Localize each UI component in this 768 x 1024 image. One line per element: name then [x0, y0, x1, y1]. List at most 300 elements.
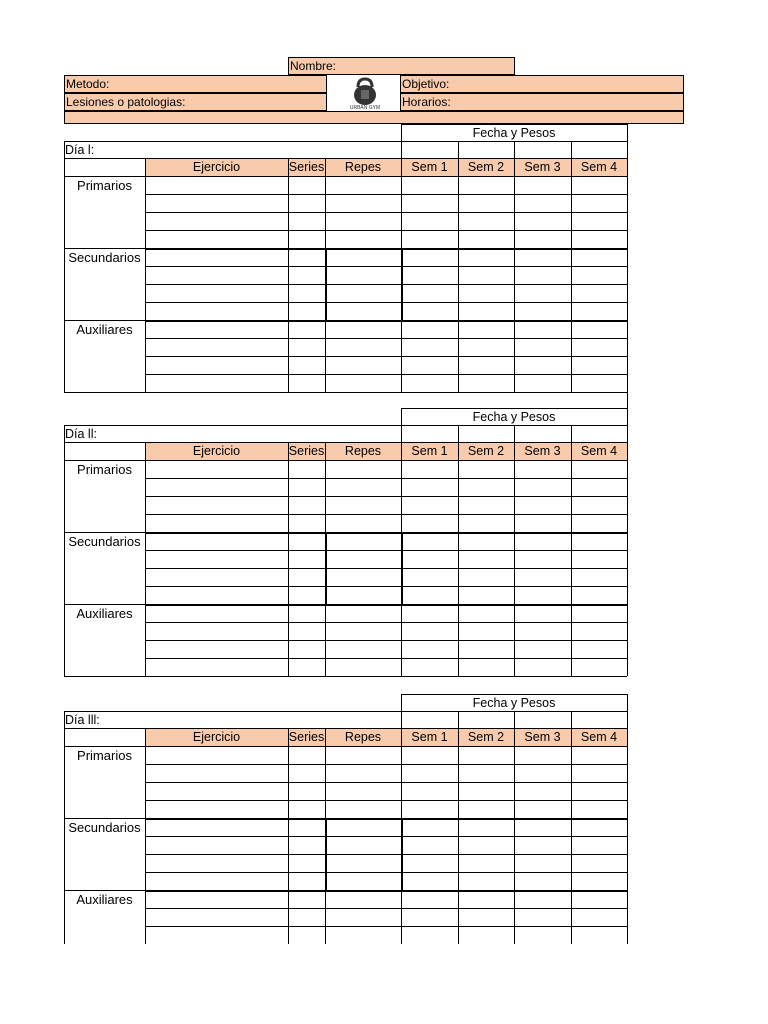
exercise-cell[interactable] — [325, 872, 401, 890]
exercise-cell[interactable] — [514, 622, 571, 640]
exercise-cell[interactable] — [145, 496, 288, 514]
exercise-cell[interactable] — [145, 284, 288, 302]
exercise-cell[interactable] — [571, 230, 627, 248]
exercise-cell[interactable] — [401, 926, 458, 944]
exercise-cell[interactable] — [401, 356, 458, 374]
lesiones-cell[interactable] — [64, 93, 327, 111]
row-border — [145, 764, 627, 765]
exercise-cell[interactable] — [514, 872, 571, 890]
exercise-cell[interactable] — [514, 496, 571, 514]
exercise-cell[interactable] — [145, 356, 288, 374]
exercise-cell[interactable] — [514, 514, 571, 532]
exercise-cell[interactable] — [401, 908, 458, 926]
exercise-cell[interactable] — [401, 338, 458, 356]
exercise-cell[interactable] — [458, 926, 514, 944]
day-row-border — [64, 711, 627, 712]
exercise-cell[interactable] — [514, 478, 571, 496]
exercise-cell[interactable] — [571, 604, 627, 622]
exercise-cell[interactable] — [401, 604, 458, 622]
exercise-cell[interactable] — [514, 568, 571, 586]
exercise-cell[interactable] — [401, 568, 458, 586]
exercise-cell[interactable] — [325, 194, 401, 212]
row-border — [145, 356, 627, 357]
exercise-cell[interactable] — [458, 356, 514, 374]
exercise-cell[interactable] — [288, 872, 325, 890]
exercise-cell[interactable] — [401, 212, 458, 230]
exercise-cell[interactable] — [288, 854, 325, 872]
exercise-cell[interactable] — [325, 320, 401, 338]
exercise-cell[interactable] — [145, 890, 288, 908]
exercise-cell[interactable] — [458, 194, 514, 212]
exercise-cell[interactable] — [325, 266, 401, 284]
exercise-cell[interactable] — [145, 764, 288, 782]
exercise-cell[interactable] — [458, 230, 514, 248]
exercise-cell[interactable] — [288, 532, 325, 550]
exercise-cell[interactable] — [458, 460, 514, 478]
exercise-cell[interactable] — [458, 782, 514, 800]
exercise-cell[interactable] — [401, 460, 458, 478]
exercise-cell[interactable] — [514, 320, 571, 338]
nombre-cell[interactable] — [288, 57, 515, 75]
row-border — [145, 496, 627, 497]
exercise-cell[interactable] — [288, 176, 325, 194]
sem-column-border — [514, 425, 515, 442]
table-right-border — [627, 711, 628, 944]
exercise-cell[interactable] — [288, 212, 325, 230]
exercise-cell[interactable] — [145, 212, 288, 230]
column-header-sem-4: Sem 4 — [580, 730, 618, 744]
exercise-cell[interactable] — [458, 550, 514, 568]
exercise-cell[interactable] — [145, 926, 288, 944]
exercise-cell[interactable] — [571, 854, 627, 872]
fecha-pesos-label: Fecha y Pesos — [472, 409, 556, 424]
exercise-cell[interactable] — [401, 320, 458, 338]
exercise-cell[interactable] — [288, 230, 325, 248]
secundarios-thick-border — [145, 818, 627, 820]
row-border — [64, 676, 627, 677]
exercise-cell[interactable] — [325, 782, 401, 800]
secundarios-thick-border — [145, 890, 627, 892]
exercise-cell[interactable] — [401, 514, 458, 532]
exercise-cell[interactable] — [571, 550, 627, 568]
row-border — [145, 658, 627, 659]
exercise-cell[interactable] — [571, 908, 627, 926]
exercise-cell[interactable] — [145, 248, 288, 266]
secundarios-thick-border — [325, 248, 327, 320]
row-border — [145, 586, 627, 587]
exercise-cell[interactable] — [288, 926, 325, 944]
exercise-cell[interactable] — [458, 478, 514, 496]
exercise-cell[interactable] — [514, 926, 571, 944]
exercise-cell[interactable] — [325, 284, 401, 302]
exercise-cell[interactable] — [145, 586, 288, 604]
exercise-cell[interactable] — [458, 622, 514, 640]
header-row-border — [145, 176, 627, 177]
exercise-cell[interactable] — [325, 302, 401, 320]
header-row-border — [145, 746, 627, 747]
exercise-cell[interactable] — [288, 746, 325, 764]
exercise-cell[interactable] — [514, 764, 571, 782]
exercise-cell[interactable] — [571, 622, 627, 640]
exercise-cell[interactable] — [514, 818, 571, 836]
exercise-cell[interactable] — [571, 266, 627, 284]
exercise-cell[interactable] — [325, 764, 401, 782]
exercise-cell[interactable] — [145, 872, 288, 890]
exercise-cell[interactable] — [571, 302, 627, 320]
exercise-cell[interactable] — [514, 302, 571, 320]
column-header-sem-1: Sem 1 — [411, 444, 448, 458]
row-border — [145, 782, 627, 783]
exercise-cell[interactable] — [288, 604, 325, 622]
exercise-cell[interactable] — [401, 658, 458, 676]
exercise-cell[interactable] — [514, 194, 571, 212]
exercise-cell[interactable] — [325, 356, 401, 374]
exercise-cell[interactable] — [458, 284, 514, 302]
row-border — [145, 640, 627, 641]
column-header-repes: Repes — [344, 444, 382, 458]
exercise-cell[interactable] — [401, 194, 458, 212]
row-border — [145, 266, 627, 267]
exercise-cell[interactable] — [514, 374, 571, 392]
exercise-cell[interactable] — [325, 550, 401, 568]
exercise-cell[interactable] — [325, 374, 401, 392]
exercise-cell[interactable] — [514, 746, 571, 764]
exercise-cell[interactable] — [145, 800, 288, 818]
exercise-cell[interactable] — [288, 320, 325, 338]
exercise-cell[interactable] — [458, 248, 514, 266]
exercise-cell[interactable] — [401, 284, 458, 302]
exercise-cell[interactable] — [571, 890, 627, 908]
exercise-cell[interactable] — [325, 230, 401, 248]
exercise-cell[interactable] — [288, 586, 325, 604]
exercise-cell[interactable] — [401, 266, 458, 284]
sem-column-border — [458, 711, 459, 728]
exercise-cell[interactable] — [288, 266, 325, 284]
secundarios-thick-border — [145, 320, 627, 322]
exercise-cell[interactable] — [514, 266, 571, 284]
exercise-cell[interactable] — [514, 658, 571, 676]
exercise-cell[interactable] — [145, 374, 288, 392]
exercise-cell[interactable] — [571, 532, 627, 550]
exercise-cell[interactable] — [401, 622, 458, 640]
secundarios-thick-border — [145, 248, 627, 250]
exercise-cell[interactable] — [145, 230, 288, 248]
exercise-cell[interactable] — [458, 568, 514, 586]
exercise-cell[interactable] — [145, 266, 288, 284]
exercise-cell[interactable] — [325, 800, 401, 818]
exercise-cell[interactable] — [325, 532, 401, 550]
exercise-cell[interactable] — [401, 836, 458, 854]
exercise-cell[interactable] — [325, 890, 401, 908]
exercise-cell[interactable] — [145, 782, 288, 800]
column-header-repes: Repes — [344, 730, 382, 744]
exercise-cell[interactable] — [325, 568, 401, 586]
exercise-cell[interactable] — [571, 194, 627, 212]
exercise-cell[interactable] — [458, 212, 514, 230]
exercise-cell[interactable] — [288, 374, 325, 392]
exercise-cell[interactable] — [401, 764, 458, 782]
exercise-cell[interactable] — [288, 764, 325, 782]
row-border — [145, 338, 627, 339]
exercise-cell[interactable] — [288, 818, 325, 836]
exercise-cell[interactable] — [288, 356, 325, 374]
exercise-cell[interactable] — [145, 622, 288, 640]
exercise-cell[interactable] — [458, 640, 514, 658]
exercise-cell[interactable] — [458, 746, 514, 764]
exercise-cell[interactable] — [288, 640, 325, 658]
exercise-cell[interactable] — [571, 746, 627, 764]
exercise-cell[interactable] — [514, 248, 571, 266]
day-row-border — [64, 425, 627, 426]
exercise-cell[interactable] — [288, 568, 325, 586]
exercise-cell[interactable] — [401, 854, 458, 872]
exercise-cell[interactable] — [325, 514, 401, 532]
row-border — [145, 800, 627, 801]
exercise-cell[interactable] — [288, 514, 325, 532]
row-border — [145, 568, 627, 569]
exercise-cell[interactable] — [571, 568, 627, 586]
table-right-border — [627, 425, 628, 676]
exercise-cell[interactable] — [571, 926, 627, 944]
exercise-cell[interactable] — [288, 302, 325, 320]
row-border — [145, 194, 627, 195]
exercise-cell[interactable] — [514, 854, 571, 872]
exercise-cell[interactable] — [325, 604, 401, 622]
exercise-cell[interactable] — [401, 248, 458, 266]
exercise-cell[interactable] — [401, 230, 458, 248]
exercise-cell[interactable] — [325, 586, 401, 604]
exercise-cell[interactable] — [145, 532, 288, 550]
exercise-cell[interactable] — [288, 248, 325, 266]
exercise-cell[interactable] — [514, 836, 571, 854]
exercise-cell[interactable] — [401, 782, 458, 800]
exercise-cell[interactable] — [571, 212, 627, 230]
exercise-cell[interactable] — [514, 176, 571, 194]
exercise-cell[interactable] — [458, 658, 514, 676]
exercise-cell[interactable] — [514, 212, 571, 230]
exercise-cell[interactable] — [401, 478, 458, 496]
exercise-cell[interactable] — [571, 320, 627, 338]
exercise-cell[interactable] — [571, 658, 627, 676]
column-header-sem-2: Sem 2 — [467, 444, 505, 458]
exercise-cell[interactable] — [288, 836, 325, 854]
exercise-cell[interactable] — [458, 496, 514, 514]
exercise-cell[interactable] — [401, 586, 458, 604]
group-border — [64, 460, 145, 461]
exercise-cell[interactable] — [514, 890, 571, 908]
exercise-cell[interactable] — [401, 302, 458, 320]
exercise-cell[interactable] — [145, 176, 288, 194]
exercise-cell[interactable] — [458, 890, 514, 908]
exercise-cell[interactable] — [514, 550, 571, 568]
exercise-cell[interactable] — [458, 908, 514, 926]
exercise-cell[interactable] — [401, 890, 458, 908]
exercise-cell[interactable] — [288, 496, 325, 514]
exercise-cell[interactable] — [458, 836, 514, 854]
exercise-cell[interactable] — [514, 230, 571, 248]
exercise-cell[interactable] — [458, 302, 514, 320]
exercise-cell[interactable] — [288, 800, 325, 818]
exercise-cell[interactable] — [571, 836, 627, 854]
exercise-cell[interactable] — [145, 854, 288, 872]
exercise-cell[interactable] — [458, 374, 514, 392]
exercise-cell[interactable] — [458, 338, 514, 356]
objetivo-cell[interactable] — [400, 75, 684, 93]
exercise-cell[interactable] — [325, 478, 401, 496]
exercise-cell[interactable] — [571, 514, 627, 532]
exercise-cell[interactable] — [325, 212, 401, 230]
exercise-cell[interactable] — [458, 854, 514, 872]
exercise-cell[interactable] — [288, 194, 325, 212]
exercise-cell[interactable] — [145, 338, 288, 356]
exercise-cell[interactable] — [571, 356, 627, 374]
exercise-cell[interactable] — [514, 908, 571, 926]
exercise-cell[interactable] — [325, 640, 401, 658]
exercise-cell[interactable] — [514, 640, 571, 658]
exercise-cell[interactable] — [571, 640, 627, 658]
exercise-cell[interactable] — [458, 586, 514, 604]
table-right-border — [627, 390, 628, 408]
exercise-cell[interactable] — [571, 818, 627, 836]
exercise-cell[interactable] — [288, 338, 325, 356]
group-auxiliares: Auxiliares — [76, 891, 133, 907]
exercise-cell[interactable] — [145, 640, 288, 658]
exercise-cell[interactable] — [571, 478, 627, 496]
exercise-cell[interactable] — [325, 176, 401, 194]
exercise-cell[interactable] — [458, 320, 514, 338]
exercise-cell[interactable] — [288, 890, 325, 908]
exercise-cell[interactable] — [401, 496, 458, 514]
row-border — [145, 908, 627, 909]
exercise-cell[interactable] — [288, 550, 325, 568]
exercise-cell[interactable] — [325, 658, 401, 676]
exercise-cell[interactable] — [325, 836, 401, 854]
exercise-cell[interactable] — [288, 284, 325, 302]
exercise-cell[interactable] — [325, 926, 401, 944]
exercise-cell[interactable] — [401, 532, 458, 550]
exercise-cell[interactable] — [571, 496, 627, 514]
column-header-sem-4: Sem 4 — [580, 444, 618, 458]
exercise-cell[interactable] — [145, 604, 288, 622]
exercise-cell[interactable] — [571, 284, 627, 302]
exercise-cell[interactable] — [571, 764, 627, 782]
exercise-cell[interactable] — [571, 800, 627, 818]
exercise-cell[interactable] — [458, 176, 514, 194]
exercise-cell[interactable] — [571, 460, 627, 478]
exercise-cell[interactable] — [145, 478, 288, 496]
exercise-cell[interactable] — [514, 604, 571, 622]
column-header-sem-2: Sem 2 — [467, 730, 505, 744]
exercise-cell[interactable] — [288, 782, 325, 800]
exercise-cell[interactable] — [571, 248, 627, 266]
exercise-cell[interactable] — [288, 460, 325, 478]
exercise-cell[interactable] — [288, 478, 325, 496]
exercise-cell[interactable] — [401, 746, 458, 764]
exercise-cell[interactable] — [571, 176, 627, 194]
row-border — [145, 302, 627, 303]
exercise-cell[interactable] — [401, 550, 458, 568]
exercise-cell[interactable] — [571, 338, 627, 356]
exercise-cell[interactable] — [401, 176, 458, 194]
exercise-cell[interactable] — [514, 532, 571, 550]
exercise-cell[interactable] — [325, 338, 401, 356]
exercise-cell[interactable] — [458, 514, 514, 532]
exercise-cell[interactable] — [145, 514, 288, 532]
exercise-cell[interactable] — [288, 658, 325, 676]
kettlebell-logo-icon — [330, 75, 400, 111]
exercise-cell[interactable] — [458, 266, 514, 284]
exercise-cell[interactable] — [514, 800, 571, 818]
exercise-cell[interactable] — [514, 460, 571, 478]
sem-column-border — [458, 425, 459, 442]
exercise-cell[interactable] — [401, 640, 458, 658]
exercise-cell[interactable] — [145, 908, 288, 926]
exercise-cell[interactable] — [514, 284, 571, 302]
exercise-cell[interactable] — [458, 818, 514, 836]
exercise-cell[interactable] — [514, 586, 571, 604]
exercise-cell[interactable] — [325, 854, 401, 872]
secundarios-thick-border — [401, 532, 403, 604]
exercise-cell[interactable] — [288, 908, 325, 926]
exercise-cell[interactable] — [325, 622, 401, 640]
exercise-cell[interactable] — [145, 658, 288, 676]
exercise-cell[interactable] — [458, 764, 514, 782]
exercise-cell[interactable] — [571, 586, 627, 604]
group-border — [64, 746, 145, 747]
exercise-cell[interactable] — [571, 374, 627, 392]
fecha-box-border — [401, 124, 627, 125]
exercise-cell[interactable] — [145, 568, 288, 586]
sem-column-border — [514, 141, 515, 158]
exercise-cell[interactable] — [325, 908, 401, 926]
horarios-cell[interactable] — [400, 93, 684, 111]
exercise-cell[interactable] — [145, 818, 288, 836]
exercise-cell[interactable] — [288, 622, 325, 640]
exercise-cell[interactable] — [571, 782, 627, 800]
exercise-cell[interactable] — [325, 460, 401, 478]
exercise-cell[interactable] — [145, 302, 288, 320]
exercise-cell[interactable] — [571, 872, 627, 890]
exercise-cell[interactable] — [401, 800, 458, 818]
exercise-cell[interactable] — [514, 782, 571, 800]
exercise-cell[interactable] — [458, 800, 514, 818]
header-row-border — [64, 158, 627, 159]
exercise-cell[interactable] — [145, 460, 288, 478]
header-blank-row[interactable] — [64, 111, 684, 124]
fecha-box-border — [401, 408, 627, 409]
exercise-cell[interactable] — [514, 356, 571, 374]
exercise-cell[interactable] — [514, 338, 571, 356]
exercise-cell[interactable] — [325, 248, 401, 266]
exercise-cell[interactable] — [145, 836, 288, 854]
exercise-cell[interactable] — [458, 872, 514, 890]
exercise-cell[interactable] — [325, 746, 401, 764]
exercise-cell[interactable] — [401, 374, 458, 392]
metodo-cell[interactable] — [64, 75, 327, 93]
exercise-cell[interactable] — [145, 550, 288, 568]
exercise-cell[interactable] — [325, 818, 401, 836]
column-header-ejercicio: Ejercicio — [192, 160, 241, 174]
exercise-cell[interactable] — [458, 604, 514, 622]
exercise-cell[interactable] — [401, 872, 458, 890]
exercise-cell[interactable] — [145, 746, 288, 764]
column-header-sem-3: Sem 3 — [524, 160, 561, 174]
exercise-cell[interactable] — [145, 320, 288, 338]
exercise-cell[interactable] — [458, 532, 514, 550]
exercise-cell[interactable] — [325, 496, 401, 514]
exercise-cell[interactable] — [145, 194, 288, 212]
exercise-cell[interactable] — [401, 818, 458, 836]
